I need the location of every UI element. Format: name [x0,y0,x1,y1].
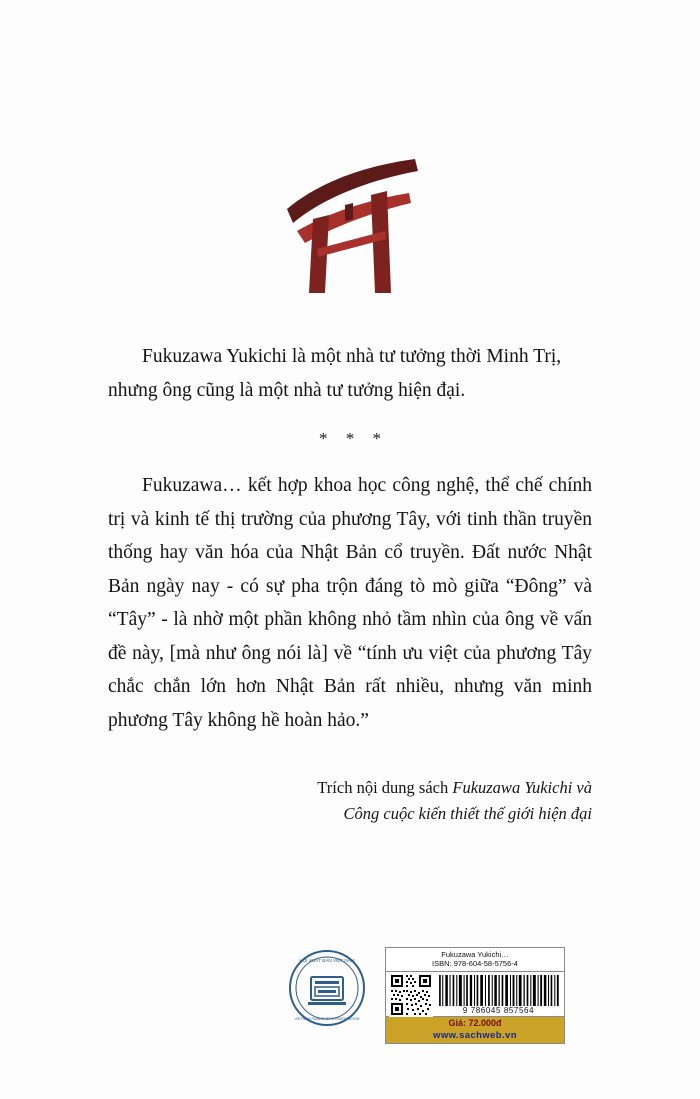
barcode-isbn: ISBN: 978-604-58-5756-4 [386,959,564,971]
price-label: Giá: 72.000đ [386,1016,564,1029]
qr-code-icon [389,973,433,1017]
website-label: www.sachweb.vn [386,1029,564,1043]
svg-text:HỘI XUẤT BẢN VIỆT NAM: HỘI XUẤT BẢN VIỆT NAM [299,958,355,963]
blurb-paragraph-1: Fukuzawa Yukichi là một nhà tư tưởng thời Minh Trị, nhưng ông cũng là một nhà tư tưởng hiện đại. [108,346,562,401]
publisher-seal-icon [288,949,366,1027]
attribution-title-line-2: Công cuộc kiến thiết thế giới hiện đại [343,804,592,824]
section-divider: * * * [319,429,388,449]
cover-footer [0,947,700,1047]
barcode-block [385,947,565,1044]
blurb-paragraph-2: Fukuzawa… kết hợp khoa học công nghệ, thể chế chính trị và kinh tế thị trường của phương Tây, với tinh thần truyền thống hay văn hóa của Nhật Bản cổ truyền. Đất nước Nhật Bản ngày nay - có sự pha trộn đáng tò mò giữa “Đông” và “Tây” - là nhờ một phần không nhỏ tầm nhìn của ông về vấn đề này, [mà như ông nói là] về “tính ưu việt của phương Tây chắc chắn lớn hơn Nhật Bản rất nhiều, nhưng văn minh phương Tây không hề hoàn hảo.” [108,475,592,731]
barcode-ean-number: 9 786045 857564 [462,1005,535,1015]
source-attribution [108,775,592,827]
torii-gate-icon [0,148,700,308]
svg-text:VIETNAM PUBLISHERS ASSOCIATION: VIETNAM PUBLISHERS ASSOCIATION [294,1017,360,1021]
barcode-book-title: Fukuzawa Yukichi… [441,950,509,959]
attribution-title-line-1: Fukuzawa Yukichi và [452,778,592,798]
barcode-icon [437,975,560,1006]
attribution-prefix: Trích nội dung sách [317,778,453,798]
cover-blurb [108,340,592,827]
